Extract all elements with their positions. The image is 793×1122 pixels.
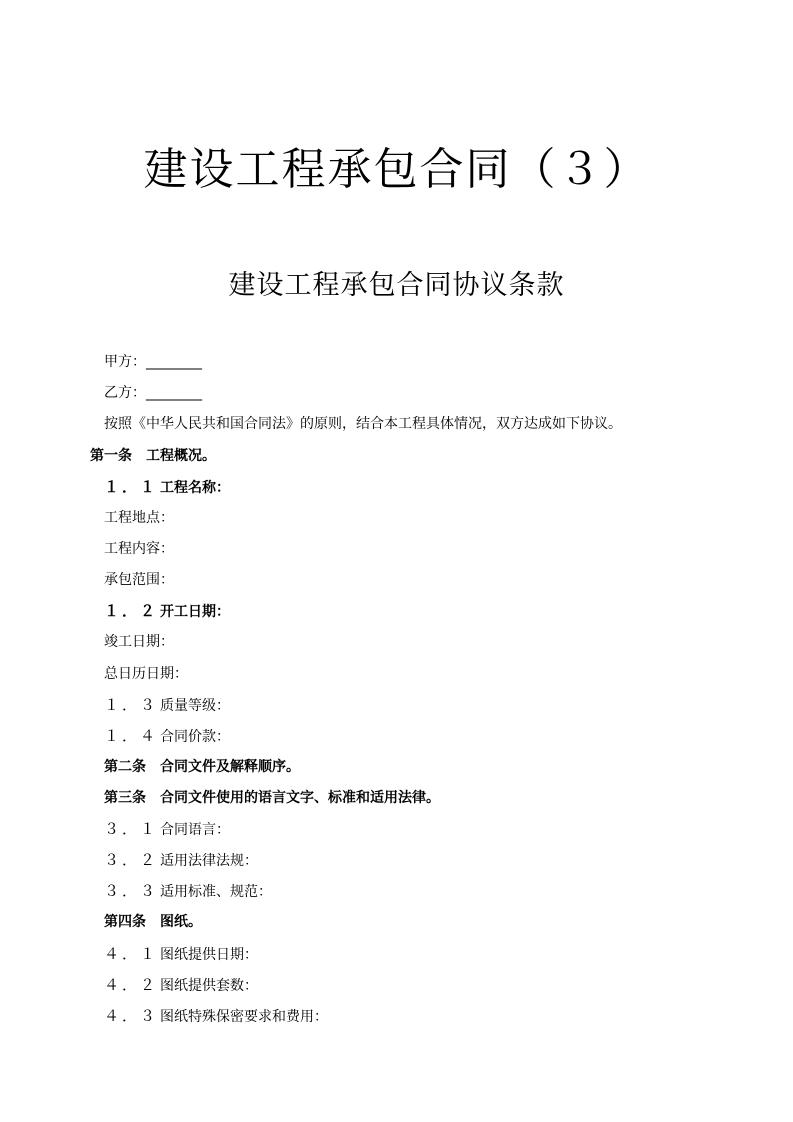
article-4-heading	[104, 912, 202, 932]
section-1-1	[104, 477, 230, 497]
total-days-line: 总日历日期：	[104, 666, 188, 682]
section-3-2-text: 适用法律法规：	[160, 853, 258, 869]
article-2-text: 合同文件及解释顺序。	[160, 759, 300, 775]
site-line: 工程地点：	[104, 510, 174, 526]
section-1-3-text: 质量等级：	[160, 698, 230, 714]
section-4-2-text: 图纸提供套数：	[160, 978, 258, 994]
section-3-2	[104, 850, 258, 870]
section-1-2-number: １．２	[104, 602, 159, 620]
scope-line: 承包范围：	[104, 572, 174, 588]
document-title: 建设工程承包合同（３）	[143, 144, 650, 195]
section-3-3-text: 适用标准、规范：	[160, 884, 272, 900]
preamble-text: 按照《中华人民共和国合同法》的原则，结合本工程具体情况，双方达成如下协议。	[104, 416, 622, 432]
content-line: 工程内容：	[104, 541, 174, 557]
article-3-label: 第三条	[104, 790, 146, 806]
article-4-label: 第四条	[104, 914, 146, 930]
section-4-3	[104, 1006, 328, 1026]
section-1-3	[104, 695, 230, 715]
section-4-1-text: 图纸提供日期：	[160, 947, 258, 963]
section-4-3-number: ４．３	[104, 1007, 159, 1025]
party-a-line: 甲方：________	[104, 354, 202, 370]
article-3-text: 合同文件使用的语言文字、标准和适用法律。	[160, 790, 440, 806]
section-4-1	[104, 944, 258, 964]
section-3-3-number: ３．３	[104, 882, 159, 900]
section-1-4	[104, 726, 230, 746]
section-4-1-number: ４．１	[104, 945, 159, 963]
section-1-3-number: １．３	[104, 696, 159, 714]
section-3-2-number: ３．２	[104, 851, 159, 869]
article-1-text: 工程概况。	[146, 448, 216, 464]
section-3-1-text: 合同语言：	[160, 822, 230, 838]
article-1-heading	[90, 446, 216, 466]
article-3-heading	[104, 788, 440, 808]
section-1-4-text: 合同价款：	[160, 729, 230, 745]
document-subtitle: 建设工程承包合同协议条款	[228, 270, 565, 301]
party-b-line: 乙方：________	[104, 385, 202, 401]
section-1-2-text: 开工日期：	[160, 604, 230, 620]
section-3-1	[104, 819, 230, 839]
completion-line: 竣工日期：	[104, 634, 174, 650]
section-4-3-text: 图纸特殊保密要求和费用：	[160, 1009, 328, 1025]
section-3-1-number: ３．１	[104, 820, 159, 838]
section-1-4-number: １．４	[104, 727, 159, 745]
section-1-1-number: １．１	[104, 478, 159, 496]
section-3-3	[104, 881, 272, 901]
section-1-2	[104, 601, 230, 621]
section-4-2-number: ４．２	[104, 976, 159, 994]
section-1-1-text: 工程名称：	[160, 480, 230, 496]
article-2-heading	[104, 757, 300, 777]
article-4-text: 图纸。	[160, 914, 202, 930]
article-2-label: 第二条	[104, 759, 146, 775]
article-1-label: 第一条	[90, 448, 132, 464]
section-4-2	[104, 975, 258, 995]
